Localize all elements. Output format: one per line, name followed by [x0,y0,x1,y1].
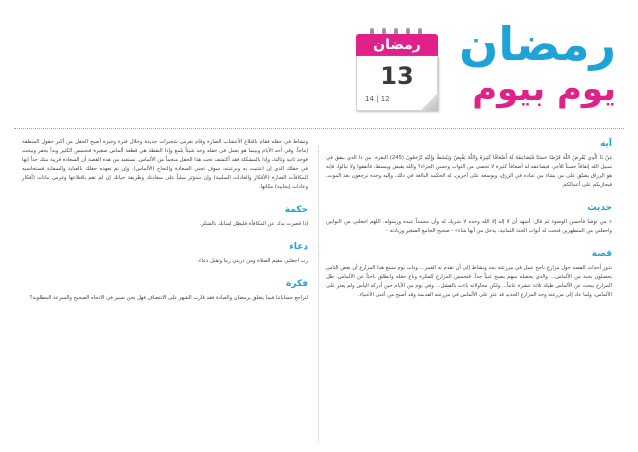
section-idea [22,278,308,303]
brand-subtitle: يوم بيوم [472,69,616,109]
section-text: لنراجع حساباتنا فيما يتعلق برمضان والعبادة فقد قارب الشهر على الانتصاف فهل نحن نسير في الاتجاه الصحيح والسرعة المطلوبة؟ [29,295,308,301]
column-divider [318,146,319,442]
brand-logo [416,17,616,112]
header-divider [14,128,624,129]
section-text: رب اجعلني مقيم الصلاة ومن ذريتي ربنا وتقبل دعاء. [197,258,308,264]
left-column [22,138,308,315]
calendar-page [356,56,438,111]
section-story [326,248,612,300]
section-verse [326,138,612,190]
section-hadith [326,202,612,236]
section-text: « من توضأ فأحسن الوضوء ثم قال: أشهد أن لا إله إلا الله وحده لا شريك له وأن محمداً عبده ورسوله. اللهم اجعلني من التوابين واجعلني من المتطهرين فتحت له أبواب الجنة الثمانية، يدخل من أيها شاء» - صحيح الجامع الصغير وزيادته - [326,219,612,234]
section-title: حديث [587,203,612,213]
brand-title: رمضان [459,17,616,71]
section-text: مَنْ ذَا الَّذِي يُقْرِضُ اللَّهَ قَرْضًا حَسَنًا فَيُضَاعِفَهُ لَهُ أَضْعَافًا كَثِيرَةً وَاللَّهُ يَقْبِضُ وَيَبْسُطُ وَإِلَيْهِ تُرْجَعُونَ (245) البقرة. من ذا الذي ينفق في سبيل الله إنفاقاً حسناً للأجر، فيضاعفه له أضعافاً كثيرة لا تحصى من الثواب وحسن الجزاء؟ والله يقبض ويبسط، فأنفقوا ولا تبالوا، فإنه هو الرزاق يضيّق على من يشاء من عباده في الرزق، ويوسعه على آخرين، له الحكمة البالغة في ذلك، وإليه وحده ترجعون بعد الموت، فيجازيكم على أعمالكم. [326,155,613,188]
section-title: قصة [591,249,612,259]
calendar-month: رمضان [356,34,438,56]
section-story-continued [22,138,308,192]
header [0,0,638,118]
section-title: حكمة [284,205,308,215]
page-curl [420,93,438,111]
section-prayer [22,241,308,266]
calendar-icon [356,28,438,112]
section-text: إذا قصرت يدك عن المكافأة فليطل لسانك بالشكر. [199,221,308,227]
section-text: تدور أحداث القصة حول مزارع ناجح عمل في مزرعته بجد ونشاط إلى أن تقدم به العمر... وذات يوم سمع هذا المزارع أن بعض الناس يحصلون بحبة من الألماس... والذي يحصله منهم يصبح غنياً جداً. فتحمس المزارع للفكرة وباع حقله وانطلق باحثاً عن الألماس. ظل المزارع يبحث عن الألماس طيلة ثلاثة عشرة عاماً... ولكن محاولاته باءت بالفشل... وفي يوم من الأيام حين أدركه اليأس ولم يعثر على الألماس، ولما عاد إلى مزرعته وجد المزارع الجديد قد عثر على الألماس في مزرعته القديمة وقد أصبح من أغنى الأغنياء. [326,265,612,298]
right-column [326,138,612,312]
section-wisdom [22,204,308,229]
section-title: آية [600,139,612,149]
calendar-dates: 14 | 12 [365,95,390,103]
section-text: وتشاط في حقله فقام باقتلاع الأعشاب الضارة وقام بغرس شجيرات جديدة وخلال فترة وجيزة أصبح الحقل من أكبر حقول المنطقة إنتاجاً. وفي أحد الأيام وبينما هو يعمل في حقله وجد شيئاً يلمع وإذا النقطة هي قطعة ألماس صغيرة فتحمس الكثير وبدأ يحفر ويبحث فوجد ثانية وثالثة، وإذا بالمشكلة فقد أكتشف تحت هذا الحقل منجماً من الألماس. نستفيد من هذه القصة أن السعادة قريبة منك جداً إنها في حقلك الذي إن اعتنيت به وبرعيته، سوف تجني السعادة والنجاح (الألماس). وإن تم تعهده حقلك بالعناية والسقاية فستحاسبه المكافآت الضارة (الأفكار والعادات السلبية) وإن ستؤثر سلباً على سعادتك وطريقة حياتك إن لم تقم باقتلاعها وغرس نباتات (أفكار وعادات إيجابية) مكانها. [22,139,308,190]
section-title: دعاء [289,242,308,252]
calendar-day: 13 [380,62,414,90]
section-title: فكرة [285,279,308,289]
